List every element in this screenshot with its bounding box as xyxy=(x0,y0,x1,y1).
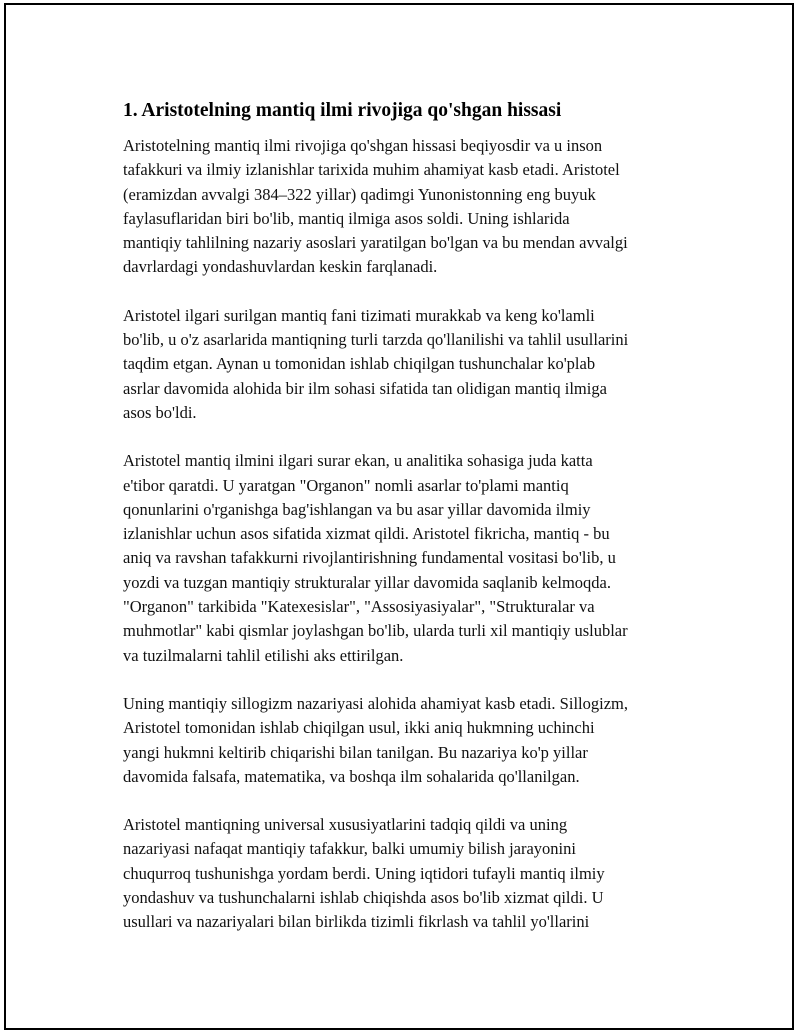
text-line: Aristotelning mantiq ilmi rivojiga qo'shgan hissasi beqiyosdir va u inson xyxy=(123,136,603,155)
text-line: qonunlarini o'rganishga bag'ishlangan va bu asar yillar davomida ilmiy xyxy=(123,499,591,519)
page-frame xyxy=(4,3,794,1030)
text-line: izlanishlar uchun asos sifatida xizmat qildi. Aristotel fikricha, mantiq - bu xyxy=(123,524,610,544)
text-line: Aristotel mantiqning universal xususiyatlarini tadqiq qildi va uning xyxy=(123,815,568,835)
paragraph-list xyxy=(123,134,698,935)
document-body xyxy=(123,97,698,959)
text-line: "Organon" tarkibida "Katexesislar", "Assosiyasiyalar", "Strukturalar va xyxy=(123,597,595,617)
paragraph xyxy=(123,304,698,425)
paragraph xyxy=(123,813,698,934)
text-line: yozdi va tuzgan mantiqiy strukturalar yillar davomida saqlanib kelmoqda. xyxy=(123,572,611,592)
section-heading: 1. Aristotelning mantiq ilmi rivojiga qo'shgan hissasi xyxy=(123,100,562,121)
paragraph xyxy=(123,449,698,668)
text-line: Aristotel ilgari surilgan mantiq fani tizimati murakkab va keng ko'lamli xyxy=(123,305,595,325)
text-line: Uning mantiqiy sillogizm nazariyasi alohida ahamiyat kasb etadi. Sillogizm, xyxy=(123,693,628,713)
text-line: asrlar davomida alohida bir ilm sohasi sifatida tan olidigan mantiq ilmiga xyxy=(123,378,607,398)
text-line: bo'lib, u o'z asarlarida mantiqning turli tarzda qo'llanilishi va tahlil usullarini xyxy=(123,330,629,350)
paragraph xyxy=(123,134,698,280)
text-line: va tuzilmalarni tahlil etilishi aks ettirilgan. xyxy=(123,645,404,665)
text-line: davrlardagi yondashuvlardan keskin farqlanadi. xyxy=(123,257,438,277)
text-line: Aristotel tomonidan ishlab chiqilgan usul, ikki aniq hukmning uchinchi xyxy=(123,718,595,738)
text-line: nazariyasi nafaqat mantiqiy tafakkur, balki umumiy bilish jarayonini xyxy=(123,839,576,859)
text-line: mantiqiy tahlilning nazariy asoslari yaratilgan bo'lgan va bu mendan avvalgi xyxy=(123,233,628,253)
text-line: yangi hukmni keltirib chiqarishi bilan tanilgan. Bu nazariya ko'p yillar xyxy=(123,742,588,762)
paragraph xyxy=(123,692,698,789)
text-line: chuqurroq tushunishga yordam berdi. Uning iqtidori tufayli mantiq ilmiy xyxy=(123,863,605,883)
text-line: asos bo'ldi. xyxy=(123,402,197,422)
text-line: Aristotel mantiq ilmini ilgari surar ekan, u analitika sohasiga juda katta xyxy=(123,451,593,471)
text-line: (eramizdan avvalgi 384–322 yillar) qadimgi Yunonistonning eng buyuk xyxy=(123,184,596,204)
text-line: tafakkuri va ilmiy izlanishlar tarixida muhim ahamiyat kasb etadi. Aristotel xyxy=(123,160,620,180)
text-line: e'tibor qaratdi. U yaratgan "Organon" nomli asarlar to'plami mantiq xyxy=(123,475,569,495)
text-line: aniq va ravshan tafakkurni rivojlantirishning fundamental vositasi bo'lib, u xyxy=(123,548,616,568)
text-line: davomida falsafa, matematika, va boshqa ilm sohalarida qo'llanilgan. xyxy=(123,766,580,786)
text-line: faylasuflaridan biri bo'lib, mantiq ilmiga asos soldi. Uning ishlarida xyxy=(123,208,570,228)
text-line: usullari va nazariyalari bilan birlikda tizimli fikrlash va tahlil yo'llarini xyxy=(123,912,590,932)
text-line: yondashuv va tushunchalarni ishlab chiqishda asos bo'lib xizmat qildi. U xyxy=(123,888,604,908)
text-line: muhmotlar" kabi qismlar joylashgan bo'lib, ularda turli xil mantiqiy uslublar xyxy=(123,621,628,641)
text-line: taqdim etgan. Aynan u tomonidan ishlab chiqilgan tushunchalar ko'plab xyxy=(123,354,596,374)
